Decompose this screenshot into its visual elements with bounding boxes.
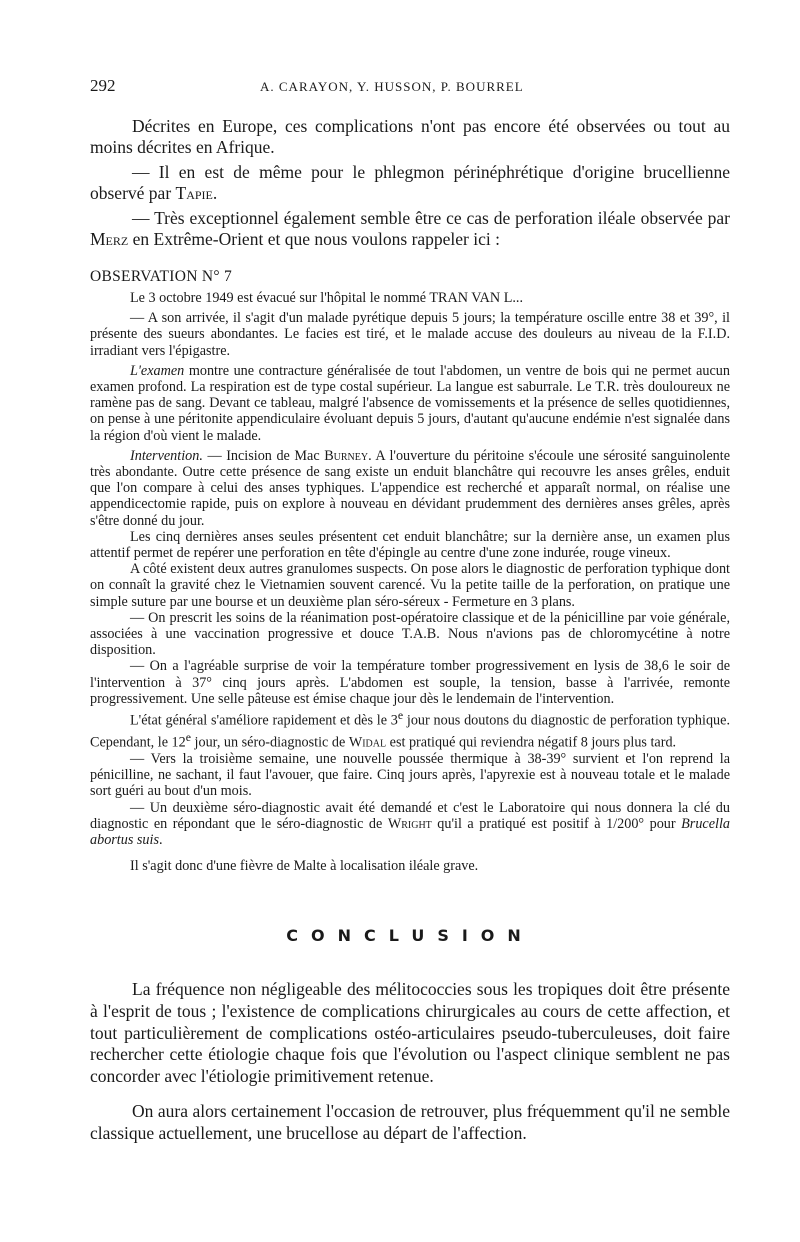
author-name: Tapie	[175, 183, 213, 203]
page-number: 292	[90, 76, 116, 95]
observation-paragraph: Les cinq dernières anses seules présentent cet enduit blanchâtre; sur la dernière anse, un examen plus attentif permet de repérer une perforation en tête d'épingle au centre d'une zone indurée, rouge vineux.	[90, 528, 730, 562]
document-page	[90, 76, 730, 1159]
intro-paragraph: — Il en est de même pour le phlegmon périnéphrétique d'origine brucellienne observé par Tapie.	[90, 162, 730, 203]
section-label: Intervention.	[130, 447, 203, 464]
observation-paragraph: L'examen montre une contracture généralisée de tout l'abdomen, un ventre de bois qui ne permet aucun examen profond. La respiration est de type costal supérieur. La langue est saburrale. Le T.R. très douloureux ne ramène pas de sang. Devant ce tableau, malgré l'absence de vomissements et la présence de selles quotidiennes, on pense à une péritonite appendiculaire évoluant depuis 5 jours, d'autant qu'aucune endémie n'est signalée dans la région d'où vient le malade.	[90, 362, 730, 444]
author-name: Merz	[90, 229, 129, 249]
observation-paragraph: — A son arrivée, il s'agit d'un malade pyrétique depuis 5 jours; la température oscille entre 38 et 39°, il présente des sueurs abondantes. Le facies est tiré, et le malade accuse des douleurs au niveau de la F.I.D. irradiant vers l'épigastre.	[90, 310, 730, 359]
conclusion-section	[90, 979, 730, 1144]
observation-heading: OBSERVATION N° 7	[90, 268, 233, 285]
observation-paragraph: — On prescrit les soins de la réanimation post-opératoire classique et de la pénicilline par voie générale, associées à une vaccination progressive et douce T.A.B. Nous n'avions pas de chloromycétine à notre disposition.	[90, 609, 730, 659]
author-name: Burney	[324, 447, 369, 464]
observation-section	[90, 290, 730, 874]
section-label: L'examen	[130, 362, 185, 379]
author-name: Widal	[348, 734, 387, 751]
conclusion-paragraph: On aura alors certainement l'occasion de retrouver, plus fréquemment qu'il ne semble classique actuellement, une brucellose au départ de l'affection.	[90, 1101, 730, 1143]
running-head-authors: A. CARAYON, Y. HUSSON, P. BOURREL	[260, 79, 524, 94]
intro-paragraph: — Très exceptionnel également semble être ce cas de perforation iléale observée par Merz en Extrême-Orient et que nous voulons rappeler ici :	[90, 208, 730, 249]
observation-paragraph: — On a l'agréable surprise de voir la température tomber progressivement en lysis de 38,6 le soir de l'intervention à 37° cinq jours après. L'abdomen est souple, la tension, basse à l'arrivée, remonte progressivement. Une selle pâteuse est émise chaque jour dès le lendemain de l'intervention.	[90, 658, 730, 707]
conclusion-paragraph: La fréquence non négligeable des mélitococcies sous les tropiques doit être présente à l'esprit de tous ; l'existence de complications chirurgicales au cours de cette affection, et tout particulièrement de complications ostéo-articulaires pseudo-tuberculeuses, doit faire rechercher cette étiologie chaque fois que l'évolution ou l'aspect clinique semblent ne pas concorder avec l'étiologie primitivement retenue.	[90, 979, 730, 1086]
author-name: Wright	[387, 815, 432, 832]
conclusion-heading: CONCLUSION	[286, 926, 534, 946]
observation-paragraph: — Vers la troisième semaine, une nouvelle poussée thermique à 38-39° survient et l'on reprend la pénicilline, ne sachant, il faut l'avouer, que faire. Cinq jours après, l'apyrexie est à nouveau totale et le malade sort guéri au bout d'un mois.	[90, 750, 730, 800]
observation-paragraph: L'état général s'améliore rapidement et dès le 3e jour nous doutons du diagnostic de perforation typhique. Cependant, le 12e jour, un séro-diagnostic de Widal est pratiqué qui reviendra négatif 8 jours plus tard.	[90, 708, 730, 751]
intro-section	[90, 116, 730, 250]
observation-paragraph: — Un deuxième séro-diagnostic avait été demandé et c'est le Laboratoire qui nous donnera la clé du diagnostic en répondant que le séro-diagnostic de Wright qu'il a pratiqué est positif à 1/200° pour Brucella abortus suis.	[90, 799, 730, 848]
intro-paragraph: Décrites en Europe, ces complications n'ont pas encore été observées ou tout au moins décrites en Afrique.	[90, 116, 730, 157]
species-name: Brucella abortus suis	[90, 815, 730, 848]
page-header	[90, 76, 730, 102]
observation-paragraph: Le 3 octobre 1949 est évacué sur l'hôpital le nommé TRAN VAN L...	[130, 290, 524, 306]
observation-paragraph: A côté existent deux autres granulomes suspects. On pose alors le diagnostic de perforation typhique dont on connaît la gravité chez le Vietnamien souvent carencé. Vu la petite taille de la perforation, on pratique une simple suture par une bourse et un deuxième plan séro-séreux - Fermeture en 3 plans.	[90, 561, 730, 610]
observation-conclusion: Il s'agit donc d'une fièvre de Malte à localisation iléale grave.	[130, 858, 479, 875]
observation-paragraph: Intervention. — Incision de Mac Burney. A l'ouverture du péritoine s'écoule une sérosité sanguinolente très abondante. Outre cette présence de sang existe un enduit blanchâtre qui recouvre les anses grêles, enduit que l'on compare à celui des anses typhiques. L'appendice est recherché et apparaît normal, on réalise une appendicectomie rapide, puis on explore à nouveau en dévidant prudemment des dernières anses grêles, après s'être donné du jour.	[90, 447, 730, 529]
